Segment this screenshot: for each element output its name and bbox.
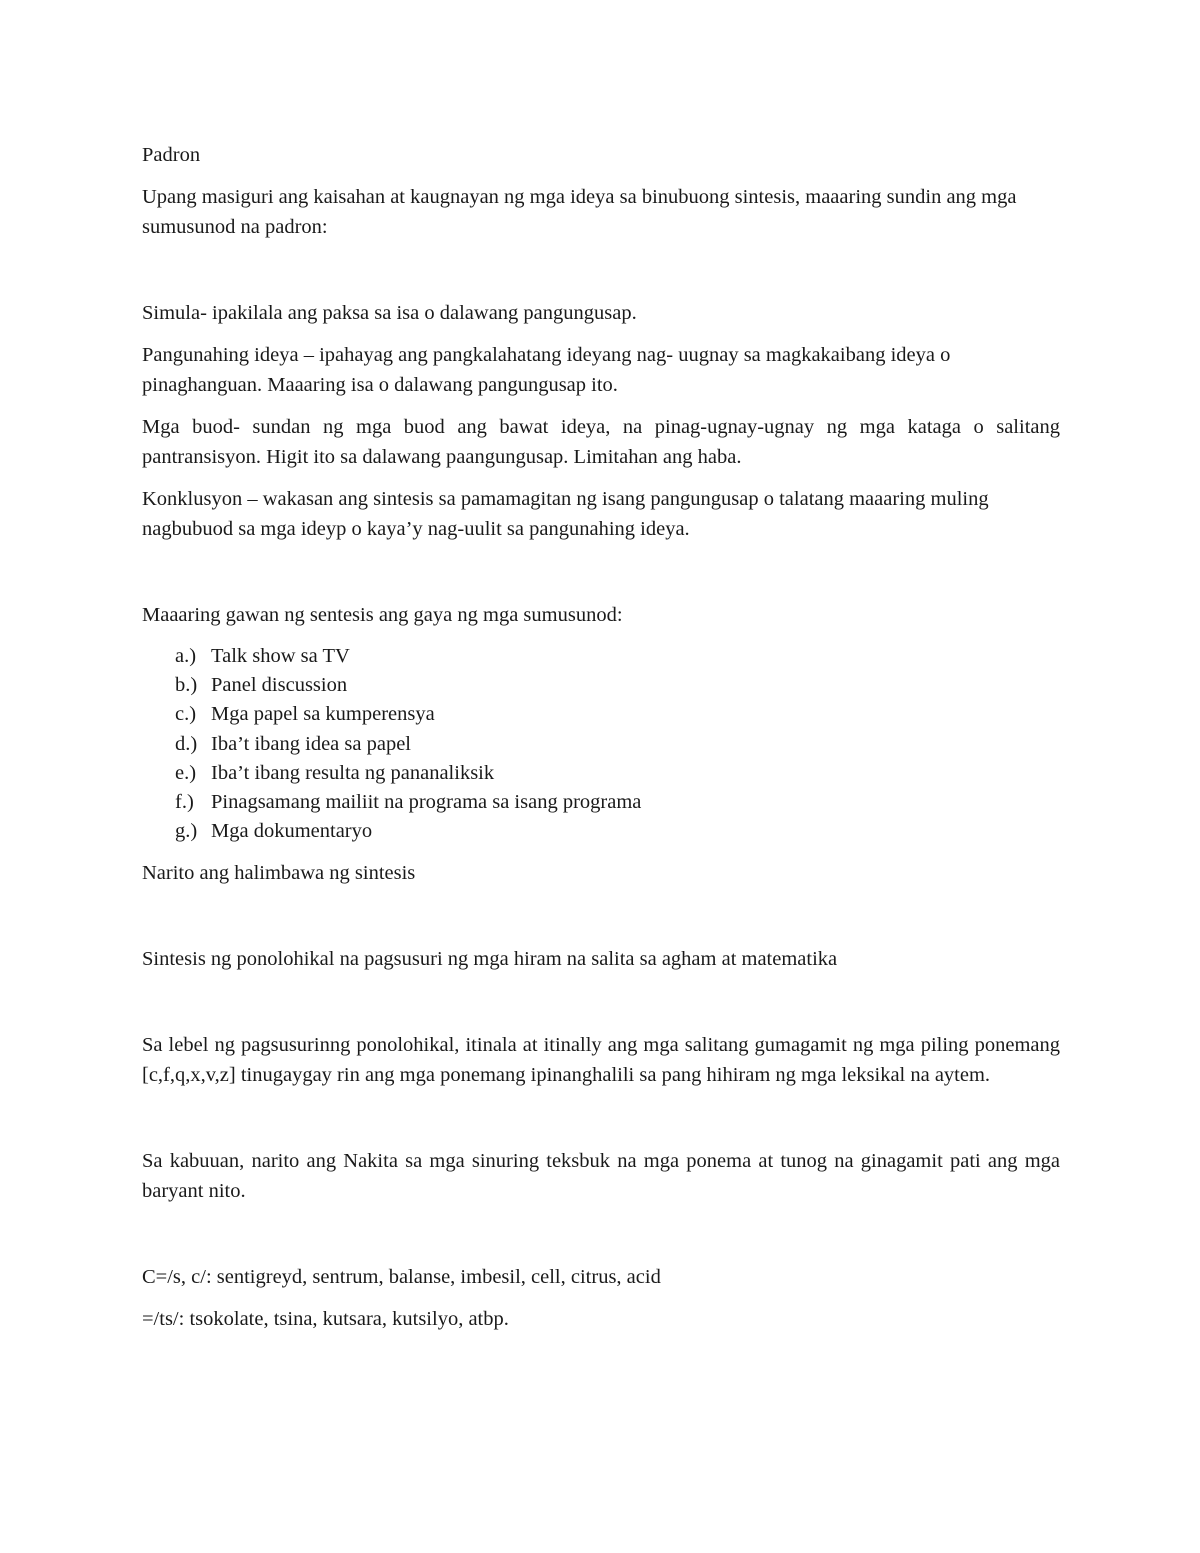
c-phoneme-line: C=/s, c/: sentigreyd, sentrum, balanse, imbesil, cell, citrus, acid xyxy=(142,1266,661,1289)
list-marker: e.) xyxy=(175,761,197,784)
pattern-konklusyon: Konklusyon – wakasan ang sintesis sa pamamagitan ng isang pangungusap o talatang maaaring muling nagbubuod sa mga ideyp o kaya’y nag-uulit sa pangunahing ideya. xyxy=(142,488,989,540)
example-intro: Narito ang halimbawa ng sintesis xyxy=(142,862,416,885)
list-item-text: Iba’t ibang idea sa papel xyxy=(211,732,411,755)
examples-list xyxy=(142,642,1060,846)
pattern-simula: Simula- ipakilala ang paksa sa isa o dalawang pangungusap. xyxy=(142,302,637,324)
list-item-text: Mga dokumentaryo xyxy=(211,820,373,843)
list-intro: Maaaring gawan ng sentesis ang gaya ng mga sumusunod: xyxy=(142,604,623,626)
list-item xyxy=(175,759,1060,788)
list-marker: f.) xyxy=(175,791,194,814)
list-item-text: Mga papel sa kumperensya xyxy=(211,703,435,726)
list-marker: d.) xyxy=(175,732,198,755)
heading-padron: Padron xyxy=(142,144,201,166)
document-page xyxy=(142,140,1060,1334)
list-marker: c.) xyxy=(175,703,197,726)
list-marker: a.) xyxy=(175,645,197,667)
list-item xyxy=(175,817,1060,846)
list-item-text: Panel discussion xyxy=(211,674,348,697)
example-paragraph-2: Sa kabuuan, narito ang Nakita sa mga sinuring teksbuk na mga ponema at tunog na ginagamit pati ang mga baryant nito. xyxy=(142,1150,1060,1203)
pattern-mga-buod: Mga buod- sundan ng mga buod ang bawat ideya, na pinag-ugnay-ugnay ng mga kataga o salitang pantransisyon. Higit ito sa dalawang paangungusap. Limitahan ang haba. xyxy=(142,416,1060,468)
list-item-text: Iba’t ibang resulta ng pananaliksik xyxy=(211,761,495,784)
list-item xyxy=(175,642,1060,671)
list-item xyxy=(175,730,1060,759)
ts-phoneme-line: =/ts/: tsokolate, tsina, kutsara, kutsilyo, atbp. xyxy=(142,1308,509,1331)
list-marker: b.) xyxy=(175,674,198,697)
example-paragraph-1: Sa lebel ng pagsusurinng ponolohikal, itinala at itinally ang mga salitang gumagamit ng mga piling ponemang [c,f,q,x,v,z] tinugaygay rin ang mga ponemang ipinanghalili sa pang hihiram ng mga leksikal na aytem. xyxy=(142,1034,1060,1087)
list-item xyxy=(175,788,1060,817)
example-title: Sintesis ng ponolohikal na pagsusuri ng mga hiram na salita sa agham at matematika xyxy=(142,948,838,971)
list-item xyxy=(175,700,1060,729)
list-marker: g.) xyxy=(175,820,198,843)
list-item-text: Pinagsamang mailiit na programa sa isang programa xyxy=(211,791,642,814)
intro-paragraph: Upang masiguri ang kaisahan at kaugnayan ng mga ideya sa binubuong sintesis, maaaring sundin ang mga sumusunod na padron: xyxy=(142,186,1017,238)
list-item xyxy=(175,671,1060,700)
pattern-pangunahing-ideya: Pangunahing ideya – ipahayag ang pangkalahatang ideyang nag- uugnay sa magkakaibang ideya o pinaghanguan. Maaaring isa o dalawang pangungusap ito. xyxy=(142,344,951,396)
list-item-text: Talk show sa TV xyxy=(211,645,350,667)
